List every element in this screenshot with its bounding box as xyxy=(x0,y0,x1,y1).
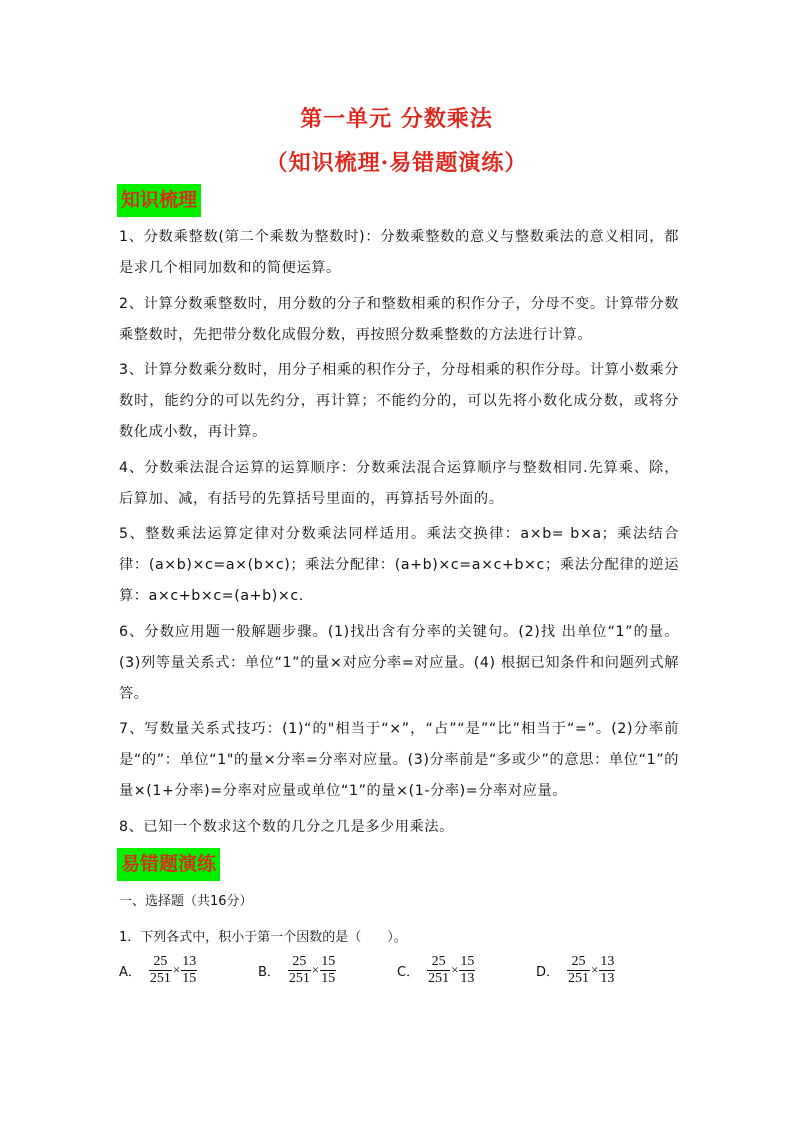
page-title: 第一单元 分数乘法 xyxy=(300,106,493,132)
fraction xyxy=(567,954,590,987)
denominator: 251 xyxy=(568,970,590,986)
knowledge-item: 7、写数量关系式技巧：(1)“的"相当于“×”，“占”“是”“比”相当于“=”。(2)分率前是“的”：单位“1"的量×分率=分率对应量。(3)分率前是“多或少”的意思：单位“1”的量×(1+分率)=分率对应量或单位“1”的量×(1-分率)=分率对应量。 xyxy=(119,721,679,799)
fraction xyxy=(427,954,450,987)
fraction xyxy=(288,954,311,987)
numerator: 25 xyxy=(153,953,168,969)
denominator: 15 xyxy=(321,970,336,986)
knowledge-item: 1、分数乘整数(第二个乘数为整数时)：分数乘整数的意义与整数乘法的意义相同，都是求几个相同加数和的简便运算。 xyxy=(119,229,679,276)
fraction xyxy=(599,954,615,987)
denominator: 13 xyxy=(460,970,475,986)
choice-b xyxy=(258,952,336,988)
knowledge-item: 5、整数乘法运算定律对分数乘法同样适用。乘法交换律：a×b= b×a；乘法结合律：(a×b)×c=a×(b×c)；乘法分配律：(a+b)×c=a×c+b×c；乘法分配律的逆运算：a×c+b×c=(a+b)×c. xyxy=(119,526,679,604)
denominator: 251 xyxy=(428,970,450,986)
numerator: 25 xyxy=(571,953,586,969)
question-1: 1．下列各式中，积小于第一个因数的是（ ）。 xyxy=(119,930,407,945)
choice-label: B． xyxy=(258,964,280,980)
knowledge-item: 6、分数应用题一般解题步骤。(1)找出含有分率的关键句。(2)找 出单位“1”的量。(3)列等量关系式：单位“1”的量×对应分率=对应量。(4) 根据已知条件和问题列式解答。 xyxy=(119,623,679,702)
times-sign: × xyxy=(311,962,320,977)
denominator: 15 xyxy=(182,970,197,986)
exercise-subheading: 一、选择题（共16分） xyxy=(119,894,253,909)
section-heading-exercises: 易错题演练 xyxy=(117,848,220,881)
choice-a xyxy=(119,952,197,988)
answer-choices xyxy=(119,952,679,992)
choice-label: A． xyxy=(119,964,141,980)
numerator: 15 xyxy=(321,953,336,969)
knowledge-item: 2、计算分数乘整数时，用分数的分子和整数相乘的积作分子，分母不变。计算带分数乘整数时，先把带分数化成假分数，再按照分数乘整数的方法进行计算。 xyxy=(119,295,679,343)
page-subtitle: （知识梳理·易错题演练） xyxy=(265,150,528,176)
knowledge-list xyxy=(119,222,679,847)
denominator: 13 xyxy=(600,970,615,986)
fraction xyxy=(320,954,336,987)
numerator: 15 xyxy=(460,953,475,969)
denominator: 251 xyxy=(288,970,310,986)
choice-c xyxy=(397,952,475,988)
numerator: 13 xyxy=(600,953,615,969)
choice-label: C． xyxy=(397,964,420,980)
denominator: 251 xyxy=(149,970,171,986)
times-sign: × xyxy=(591,962,599,977)
knowledge-item: 3、计算分数乘分数时，用分子相乘的积作分子，分母相乘的积作分母。计算小数乘分数时，能约分的可以先约分，再计算；不能约分的，可以先将小数化成分数，或将分数化成小数，再计算。 xyxy=(119,362,679,440)
numerator: 25 xyxy=(431,953,446,969)
times-sign: × xyxy=(172,962,181,977)
fraction xyxy=(181,954,197,987)
choice-d xyxy=(536,952,615,988)
choice-label: D． xyxy=(536,964,560,980)
section-heading-knowledge: 知识梳理 xyxy=(117,184,201,217)
times-sign: × xyxy=(451,962,459,977)
knowledge-item: 8、已知一个数求这个数的几分之几是多少用乘法。 xyxy=(119,818,454,835)
numerator: 25 xyxy=(292,953,307,969)
fraction xyxy=(149,954,172,987)
fraction xyxy=(459,954,475,987)
knowledge-item: 4、分数乘法混合运算的运算顺序：分数乘法混合运算顺序与整数相同.先算乘、除，后算加、减，有括号的先算括号里面的，再算括号外面的。 xyxy=(119,459,679,507)
numerator: 13 xyxy=(182,953,197,969)
